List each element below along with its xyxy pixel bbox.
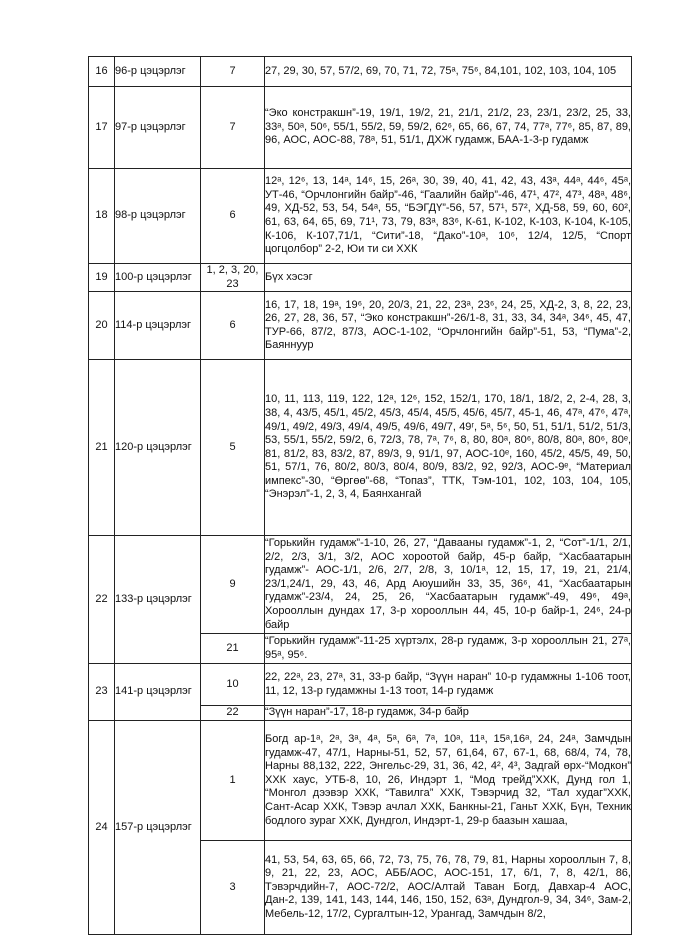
row-number: 24: [89, 721, 115, 935]
address-list: Богд ар-1ᵃ, 2ᵃ, 3ᵃ, 4ᵃ, 5ᵃ, 6ᵃ, 7ᵃ, 10ᵃ, 11ᵃ, 15ᵃ,16ᵃ, 24, 24ᵃ, Замчдын гудамж-47, 47/1, Нарны-51, 52, 57, 61,64, 67, 67-1, 68, 68/4, 74, 78, Нарны 88,132, 222, Энгельс-29, 31, 36, 42, 4², 4³, Задгай өрх-“Модкон” ХХК хаус, УТБ-8, 10, 26, Индэрт 1, “Мод трейд”ХХК, Дунд гол 1, “Монгол дээвэр ХХК, “Тавилга” ХХК, Тэвэрчид 32, “Тал худаг”ХХК, Сант-Асар ХХК, Тэвэр ачлал ХХК, Банкны-21, Ганьт ХХК, Бүн, Техник бодлого зураг ХХК, Дундгол, Индэрт-1, 29-р баазын хашаа,: [265, 721, 632, 841]
row-number: 19: [89, 264, 115, 292]
address-list: Бүх хэсэг: [265, 264, 632, 292]
section-number: 1, 2, 3, 20, 23: [201, 264, 265, 292]
address-list: “Горькийн гудамж”-1-10, 26, 27, “Даваaны гудамж”-1, 2, “Сот”-1/1, 2/1, 2/2, 2/3, 3/1, 3/2, АОС хороотой байр, 45-р байр, “Хасбаатарын гудамж”- АОС-1/1, 2/6, 2/7, 2/8, 3, 10/1ᵃ, 12, 15, 17, 19, 21, 21/4, 23/1,24/1, 29, 43, 46, Ард Аюушийн 33, 35, 36⁶, 41, “Хасбаатарын гудамж”-23/4, 24, 25, 26, “Хасбаатарын гудамж”-49, 49⁶, 49ᵃ, Хорооллын дундах 17, 3-р хорооллын 44, 45, 10-р байр-1, 24⁶, 24-р байр: [265, 536, 632, 634]
section-number: 1: [201, 721, 265, 841]
section-number: 7: [201, 57, 265, 87]
address-list: 22, 22ᵃ, 23, 27ᵃ, 31, 33-р байр, “Зүүн наран” 10-р гудамжны 1-106 тоот, 11, 12, 13-р гудамжны 1-13 тоот, 14-р гудамж: [265, 664, 632, 706]
section-number: 3: [201, 841, 265, 935]
section-number: 21: [201, 634, 265, 664]
address-list: “Зүүн наран”-17, 18-р гудамж, 34-р байр: [265, 706, 632, 721]
kindergarten-name: 100-р цэцэрлэг: [115, 264, 201, 292]
row-number: 16: [89, 57, 115, 87]
address-list: 12ᵃ, 12⁶, 13, 14ᵃ, 14⁶, 15, 26ᵃ, 30, 39, 40, 41, 42, 43, 43ᵃ, 44ᵃ, 44⁶, 45ᵃ, УТ-46, “Орчлонгийн байр”-46, “Гаалийн байр”-46, 47¹, 47², 47³, 48ᵃ, 48⁶, 49, ХД-52, 53, 54, 54ᵃ, 55, “БЭГДҮ”-56, 57, 57¹, 57², ХД-58, 59, 60, 60², 61, 63, 64, 65, 69, 71¹, 73, 79, 83ᵃ, 83⁶, К-61, К-102, К-103, К-104, К-105, К-106, К-107,71/1, “Сити”-18, “Дако”-10ᵃ, 10⁶, 12/4, 12/5, “Спорт цогцолбор” 2-2, Юи ти си ХХК: [265, 169, 632, 264]
section-number: 6: [201, 169, 265, 264]
section-number: 22: [201, 706, 265, 721]
kindergarten-name: 97-р цэцэрлэг: [115, 87, 201, 169]
row-number: 23: [89, 664, 115, 721]
table-row: [89, 536, 632, 634]
kindergarten-name: 141-р цэцэрлэг: [115, 664, 201, 721]
row-number: 17: [89, 87, 115, 169]
row-number: 22: [89, 536, 115, 664]
section-number: 10: [201, 664, 265, 706]
kindergarten-name: 96-р цэцэрлэг: [115, 57, 201, 87]
table-row: [89, 169, 632, 264]
address-list: 10, 11, 113, 119, 122, 12ᵃ, 12⁶, 152, 152/1, 170, 18/1, 18/2, 2, 2-4, 28, 3, 38, 4, 43/5, 45/1, 45/2, 45/3, 45/4, 45/5, 45/6, 45/7, 45-1, 46, 47ᵃ, 47⁶, 47ᵃ, 49/1, 49/2, 49/3, 49/4, 49/5, 49/6, 49/7, 49ʳ, 5ᵃ, 5⁶, 50, 51, 51/1, 51/2, 51/3, 53, 55/1, 55/2, 59/2, 6, 72/3, 78, 7ᵃ, 7⁶, 8, 80, 80ᵃ, 80⁶, 80/8, 80ᵃ, 80⁶, 80ᵉ, 81, 81/2, 83, 83/2, 87, 89/3, 9, 91/1, 97, АОС-10ᵉ, 160, 45/2, 45/5, 49, 50, 51, 57/1, 76, 80/2, 80/3, 80/4, 80/9, 83/2, 92, 92/3, АОС-9ᵉ, “Материал импекс”-30, “Өргөө”-68, “Топаз”, ТТК, Тэм-101, 102, 103, 104, 105, “Энэрэл”-1, 2, 3, 4, Баянхангай: [265, 360, 632, 536]
table-row: [89, 664, 632, 706]
section-number: 6: [201, 292, 265, 360]
table-row: [89, 264, 632, 292]
kindergarten-name: 98-р цэцэрлэг: [115, 169, 201, 264]
address-list: “Горькийн гудамж”-11-25 хүртэлх, 28-р гудамж, 3-р хорооллын 21, 27ᵃ, 95ᵃ, 95⁶.: [265, 634, 632, 664]
table-row: [89, 57, 632, 87]
table-row: [89, 360, 632, 536]
table-row: [89, 87, 632, 169]
row-number: 21: [89, 360, 115, 536]
address-list: “Эко констракшн”-19, 19/1, 19/2, 21, 21/1, 21/2, 23, 23/1, 23/2, 25, 33, 33ᵃ, 50ᵃ, 50⁶, 55/1, 55/2, 59, 59/2, 62⁶, 65, 66, 67, 74, 77ᵃ, 77⁶, 85, 87, 89, 96, АОС, АОС-88, 78ᵃ, 51, 51/1, ДХЖ гудамж, БАА-1-3-р гудамж: [265, 87, 632, 169]
row-number: 18: [89, 169, 115, 264]
table-row: [89, 721, 632, 841]
kindergarten-district-table: [88, 56, 632, 935]
kindergarten-name: 120-р цэцэрлэг: [115, 360, 201, 536]
kindergarten-name: 114-р цэцэрлэг: [115, 292, 201, 360]
address-list: 41, 53, 54, 63, 65, 66, 72, 73, 75, 76, 78, 79, 81, Нарны хорооллын 7, 8, 9, 21, 22, 23, АОС, АББ/АОС, АОС-151, 17, 6/1, 7, 8, 42/1, 86, Тэвэрчдийн-7, АОС-72/2, АОС/Алтай Таван Богд, Давхар-4 АОС, Дан-2, 139, 141, 143, 144, 146, 150, 152, 63ᵃ, Дундгол-9, 34, 34⁶, Зам-2, Мебель-12, 17/2, Сургалтын-12, Урангад, Замчдын 8/2,: [265, 841, 632, 935]
table-row: [89, 292, 632, 360]
kindergarten-name: 157-р цэцэрлэг: [115, 721, 201, 935]
row-number: 20: [89, 292, 115, 360]
section-number: 9: [201, 536, 265, 634]
address-list: 27, 29, 30, 57, 57/2, 69, 70, 71, 72, 75ᵃ, 75⁶, 84,101, 102, 103, 104, 105: [265, 57, 632, 87]
section-number: 7: [201, 87, 265, 169]
address-list: 16, 17, 18, 19ᵃ, 19⁶, 20, 20/3, 21, 22, 23ᵃ, 23⁶, 24, 25, ХД-2, 3, 8, 22, 23, 26, 27, 28, 36, 57, “Эко констракшн”-26/1-8, 31, 33, 34, 34ᵃ, 34⁶, 45, 47, ТУР-66, 87/2, 87/3, АОС-1-102, “Орчлонгийн байр”-51, 53, “Пума”-2, Баяннуур: [265, 292, 632, 360]
section-number: 5: [201, 360, 265, 536]
kindergarten-name: 133-р цэцэрлэг: [115, 536, 201, 664]
